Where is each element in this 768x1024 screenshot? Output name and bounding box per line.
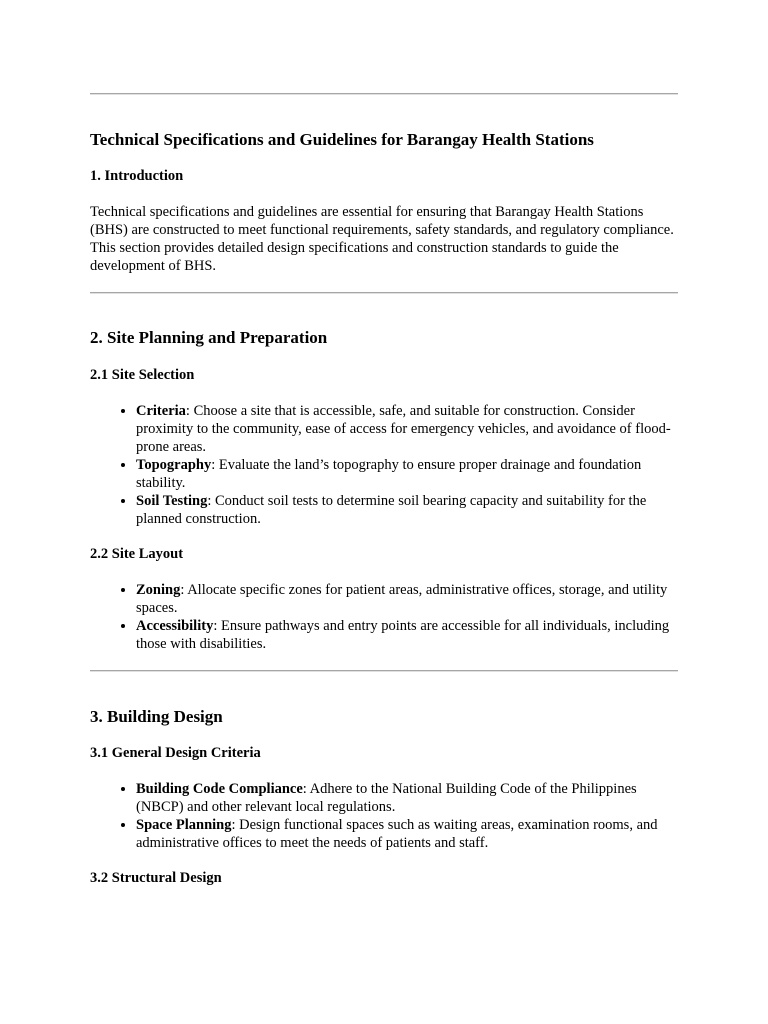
- list-item-text: : Choose a site that is accessible, safe, and suitable for construction. Consider proximity to the community, ease of access for emergency vehicles, and avoidance of flood-prone areas.: [136, 403, 671, 455]
- list-item-term: Criteria: [136, 403, 186, 419]
- list-item-text: : Design functional spaces such as waiting areas, examination rooms, and administrative offices to meet the needs of patients and staff.: [136, 817, 658, 851]
- list-item: [136, 456, 678, 492]
- list-item: [136, 780, 678, 816]
- list-item: [136, 402, 678, 456]
- list-item: [136, 581, 678, 617]
- subsection-heading-general-design-criteria: 3.1 General Design Criteria: [90, 745, 261, 761]
- list-item-text: : Allocate specific zones for patient areas, administrative offices, storage, and utility spaces.: [136, 582, 668, 616]
- list-item-term: Zoning: [136, 582, 181, 598]
- subsection-heading-site-selection: 2.1 Site Selection: [90, 367, 195, 383]
- list-item-term: Soil Testing: [136, 493, 208, 509]
- subsection-heading-site-layout: 2.2 Site Layout: [90, 546, 184, 562]
- section-heading-site-planning: 2. Site Planning and Preparation: [90, 328, 328, 347]
- horizontal-rule: [90, 292, 678, 294]
- horizontal-rule: [90, 670, 678, 672]
- list-item-term: Accessibility: [136, 618, 214, 634]
- list-item-text: : Ensure pathways and entry points are accessible for all individuals, including those with disabilities.: [136, 618, 670, 652]
- document-title: Technical Specifications and Guidelines for Barangay Health Stations: [90, 130, 594, 149]
- introduction-paragraph: Technical specifications and guidelines are essential for ensuring that Barangay Health Stations (BHS) are constructed to meet functional requirements, safety standards, and regulatory compliance. This section provides detailed design specifications and construction standards to guide the development of BHS.: [90, 204, 674, 274]
- section-heading-introduction: 1. Introduction: [90, 168, 184, 184]
- site-layout-list: [90, 581, 678, 653]
- list-item-text: : Adhere to the National Building Code of the Philippines (NBCP) and other relevant local regulations.: [136, 781, 637, 815]
- section-heading-building-design: 3. Building Design: [90, 707, 223, 726]
- site-selection-list: [90, 402, 678, 528]
- list-item-term: Topography: [136, 457, 212, 473]
- list-item: [136, 492, 678, 528]
- list-item-text: : Evaluate the land’s topography to ensure proper drainage and foundation stability.: [136, 457, 642, 491]
- list-item-text: : Conduct soil tests to determine soil bearing capacity and suitability for the planned construction.: [136, 493, 647, 527]
- subsection-heading-structural-design: 3.2 Structural Design: [90, 870, 222, 886]
- horizontal-rule: [90, 93, 678, 95]
- list-item: [136, 816, 678, 852]
- list-item-term: Building Code Compliance: [136, 781, 303, 797]
- list-item-term: Space Planning: [136, 817, 232, 833]
- list-item: [136, 617, 678, 653]
- general-design-criteria-list: [90, 780, 678, 852]
